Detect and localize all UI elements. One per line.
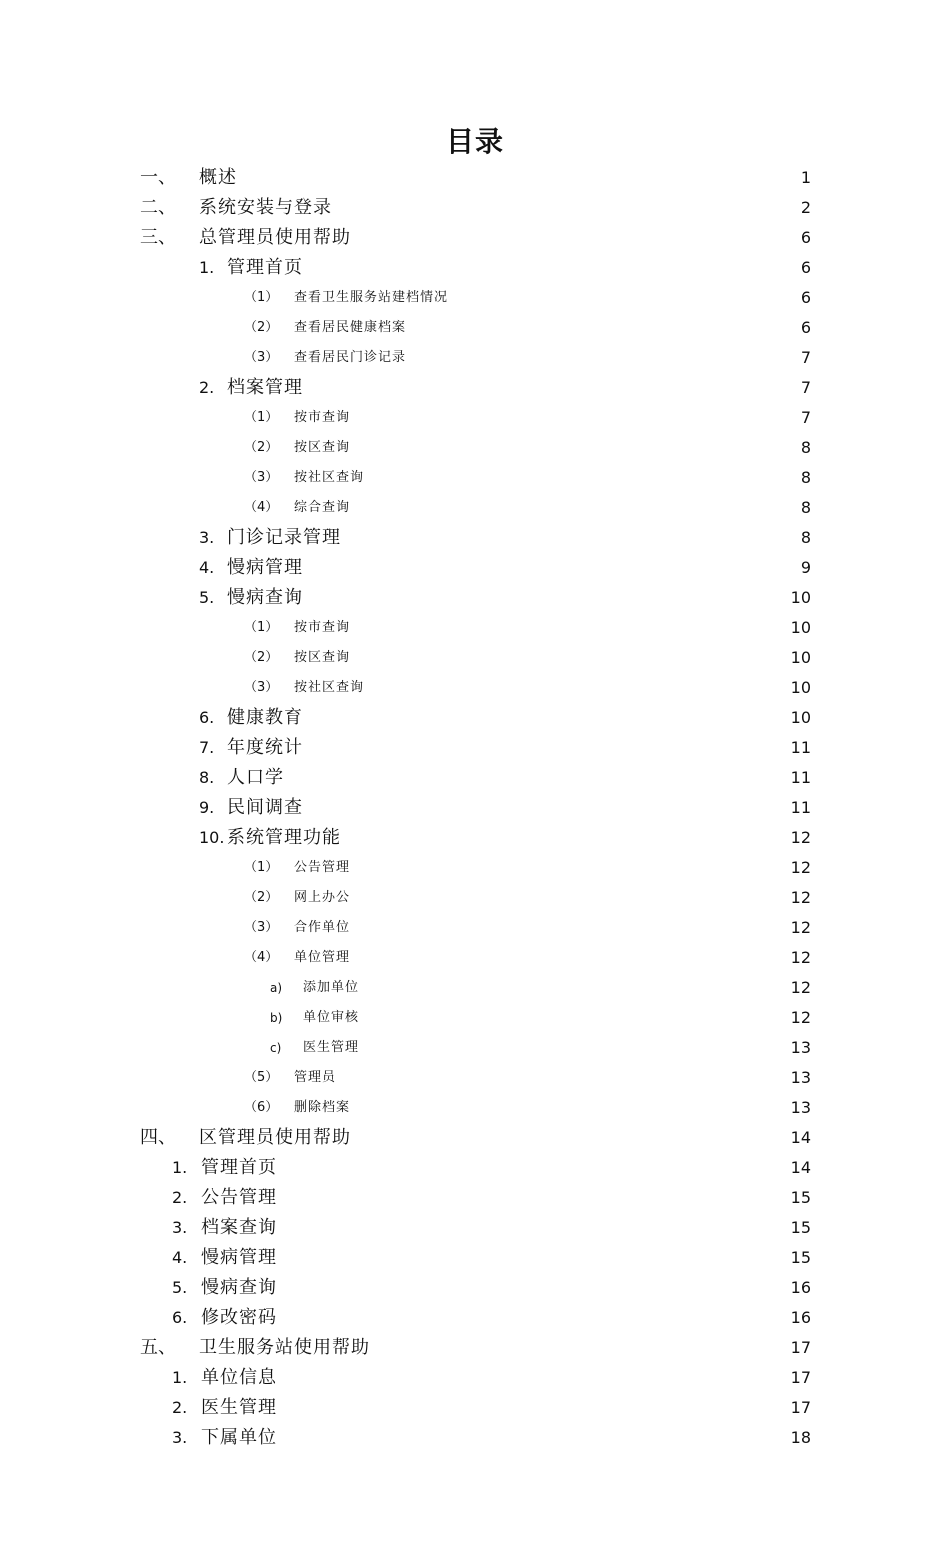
toc-entry-number: c) <box>270 1041 282 1055</box>
toc-entry-page-number: 12 <box>790 828 811 847</box>
toc-entry[interactable] <box>0 1273 950 1303</box>
toc-entry-number: 四、 <box>140 1127 176 1148</box>
toc-entry[interactable] <box>0 1333 950 1363</box>
toc-entry[interactable] <box>0 553 950 583</box>
toc-entry-label: 慢病查询 <box>227 587 303 608</box>
toc-entry-number: 8. <box>199 768 215 787</box>
toc-entry[interactable] <box>0 373 950 403</box>
toc-entry[interactable] <box>0 733 950 763</box>
toc-entry-label: 管理首页 <box>201 1157 277 1178</box>
toc-entry-page-number: 15 <box>790 1248 811 1267</box>
toc-entry-page-number: 13 <box>790 1098 811 1117</box>
toc-entry[interactable] <box>0 883 950 913</box>
toc-entry-label: 年度统计 <box>227 737 303 758</box>
toc-entry[interactable] <box>0 1183 950 1213</box>
toc-entry-number: 1. <box>199 258 215 277</box>
toc-entry-label: 管理首页 <box>227 257 303 278</box>
toc-entry-label: 网上办公 <box>294 890 351 905</box>
toc-entry[interactable] <box>0 523 950 553</box>
toc-entry-label: 单位信息 <box>201 1367 277 1388</box>
toc-entry-label: 按社区查询 <box>294 680 365 695</box>
toc-entry-number: 2. <box>172 1398 188 1417</box>
table-of-contents <box>0 163 950 1453</box>
toc-entry-page-number: 11 <box>790 768 811 787</box>
toc-entry-label: 门诊记录管理 <box>227 527 341 548</box>
toc-entry-number: （3） <box>244 920 279 935</box>
toc-entry-number: （6） <box>244 1100 279 1115</box>
toc-entry-number: 6. <box>199 708 215 727</box>
toc-entry[interactable] <box>0 1003 950 1033</box>
toc-entry-number: （3） <box>244 470 279 485</box>
toc-entry-number: 一、 <box>140 167 176 188</box>
toc-entry-label: 下属单位 <box>201 1427 277 1448</box>
toc-entry-number: （1） <box>244 620 279 635</box>
toc-entry-page-number: 6 <box>800 228 811 247</box>
toc-entry-page-number: 7 <box>800 378 811 397</box>
toc-entry-label: 民间调查 <box>227 797 303 818</box>
toc-entry-number: a) <box>270 981 283 995</box>
toc-entry[interactable] <box>0 163 950 193</box>
toc-entry[interactable] <box>0 493 950 523</box>
toc-entry-label: 公告管理 <box>201 1187 277 1208</box>
toc-entry-label: 查看卫生服务站建档情况 <box>294 290 449 305</box>
toc-entry-page-number: 8 <box>800 468 811 487</box>
toc-entry-label: 健康教育 <box>227 707 303 728</box>
toc-entry-label: 区管理员使用帮助 <box>199 1127 351 1148</box>
toc-entry-number: 三、 <box>140 227 176 248</box>
toc-entry-label: 系统管理功能 <box>227 827 341 848</box>
toc-entry-page-number: 8 <box>800 438 811 457</box>
toc-entry-label: 修改密码 <box>201 1307 277 1328</box>
toc-entry-page-number: 7 <box>800 408 811 427</box>
toc-entry-number: （1） <box>244 410 279 425</box>
toc-entry-number: （3） <box>244 350 279 365</box>
toc-entry[interactable] <box>0 1363 950 1393</box>
toc-entry-number: （4） <box>244 500 279 515</box>
toc-entry-label: 按市查询 <box>294 620 351 635</box>
toc-entry-number: 4. <box>172 1248 188 1267</box>
toc-entry[interactable] <box>0 463 950 493</box>
toc-entry[interactable] <box>0 1213 950 1243</box>
toc-entry[interactable] <box>0 313 950 343</box>
toc-entry[interactable] <box>0 1093 950 1123</box>
toc-entry-number: 7. <box>199 738 215 757</box>
toc-entry-number: 5. <box>172 1278 188 1297</box>
toc-entry-number: （3） <box>244 680 279 695</box>
toc-entry[interactable] <box>0 673 950 703</box>
toc-entry-label: 卫生服务站使用帮助 <box>199 1337 370 1358</box>
toc-entry-label: 添加单位 <box>303 980 360 995</box>
toc-entry-number: b) <box>270 1011 283 1025</box>
toc-entry[interactable] <box>0 1153 950 1183</box>
toc-entry-page-number: 8 <box>800 528 811 547</box>
toc-entry-label: 公告管理 <box>294 860 351 875</box>
toc-entry-label: 总管理员使用帮助 <box>199 227 351 248</box>
toc-entry-label: 概述 <box>199 167 237 188</box>
toc-entry[interactable] <box>0 433 950 463</box>
toc-entry[interactable] <box>0 943 950 973</box>
toc-entry-number: （1） <box>244 290 279 305</box>
toc-entry-number: （2） <box>244 440 279 455</box>
toc-entry-page-number: 9 <box>800 558 811 577</box>
toc-entry[interactable] <box>0 253 950 283</box>
toc-entry-page-number: 12 <box>790 888 811 907</box>
toc-entry-label: 查看居民健康档案 <box>294 320 407 335</box>
toc-entry-number: 2. <box>172 1188 188 1207</box>
toc-entry-page-number: 1 <box>800 168 811 187</box>
toc-entry-number: （1） <box>244 860 279 875</box>
toc-entry[interactable] <box>0 973 950 1003</box>
toc-entry[interactable] <box>0 223 950 253</box>
toc-entry-label: 慢病管理 <box>201 1247 277 1268</box>
toc-entry[interactable] <box>0 583 950 613</box>
toc-entry-page-number: 15 <box>790 1188 811 1207</box>
toc-entry-label: 人口学 <box>227 767 284 788</box>
toc-entry-label: 慢病查询 <box>201 1277 277 1298</box>
toc-entry-label: 合作单位 <box>294 920 351 935</box>
toc-entry-page-number: 17 <box>790 1398 811 1417</box>
toc-entry-number: 10. <box>199 828 225 847</box>
toc-entry-label: 档案查询 <box>201 1217 277 1238</box>
toc-entry-number: 6. <box>172 1308 188 1327</box>
toc-title: 目录 <box>445 125 504 158</box>
toc-entry-label: 单位管理 <box>294 950 351 965</box>
toc-entry-label: 综合查询 <box>294 500 351 515</box>
toc-entry[interactable] <box>0 1243 950 1273</box>
toc-entry-page-number: 15 <box>790 1218 811 1237</box>
toc-entry-number: （2） <box>244 650 279 665</box>
toc-entry-page-number: 13 <box>790 1038 811 1057</box>
toc-entry-number: 1. <box>172 1368 188 1387</box>
toc-entry-page-number: 12 <box>790 918 811 937</box>
toc-entry[interactable] <box>0 853 950 883</box>
toc-entry-number: （2） <box>244 890 279 905</box>
toc-entry-label: 按市查询 <box>294 410 351 425</box>
toc-entry[interactable] <box>0 703 950 733</box>
toc-entry-page-number: 10 <box>790 648 811 667</box>
toc-entry[interactable] <box>0 1033 950 1063</box>
toc-entry-page-number: 12 <box>790 978 811 997</box>
toc-entry[interactable] <box>0 193 950 223</box>
toc-entry[interactable] <box>0 1393 950 1423</box>
toc-entry-page-number: 12 <box>790 858 811 877</box>
toc-entry[interactable] <box>0 343 950 373</box>
toc-entry[interactable] <box>0 1423 950 1453</box>
toc-entry-page-number: 6 <box>800 258 811 277</box>
toc-entry-number: 二、 <box>140 197 176 218</box>
toc-entry-label: 单位审核 <box>303 1010 360 1025</box>
toc-entry[interactable] <box>0 643 950 673</box>
toc-entry-number: 9. <box>199 798 215 817</box>
toc-entry-number: 1. <box>172 1158 188 1177</box>
toc-entry-label: 按社区查询 <box>294 470 365 485</box>
toc-entry-page-number: 11 <box>790 798 811 817</box>
toc-entry[interactable] <box>0 613 950 643</box>
toc-entry-label: 删除档案 <box>294 1100 351 1115</box>
toc-entry-number: 3. <box>172 1428 188 1447</box>
toc-entry-page-number: 17 <box>790 1368 811 1387</box>
toc-entry-page-number: 14 <box>790 1128 811 1147</box>
toc-entry-number: （2） <box>244 320 279 335</box>
toc-entry-number: 五、 <box>140 1337 176 1358</box>
toc-entry-label: 管理员 <box>294 1070 337 1085</box>
toc-entry-page-number: 13 <box>790 1068 811 1087</box>
toc-entry-page-number: 8 <box>800 498 811 517</box>
toc-entry-number: 3. <box>172 1218 188 1237</box>
toc-entry[interactable] <box>0 1303 950 1333</box>
toc-entry-page-number: 12 <box>790 948 811 967</box>
toc-entry-number: 3. <box>199 528 215 547</box>
toc-entry-label: 查看居民门诊记录 <box>294 350 407 365</box>
toc-entry[interactable] <box>0 1123 950 1153</box>
toc-entry[interactable] <box>0 1063 950 1093</box>
toc-entry[interactable] <box>0 793 950 823</box>
toc-entry-page-number: 16 <box>790 1308 811 1327</box>
toc-entry-number: 4. <box>199 558 215 577</box>
toc-entry-label: 医生管理 <box>201 1397 277 1418</box>
toc-entry-page-number: 16 <box>790 1278 811 1297</box>
toc-entry-number: （5） <box>244 1070 279 1085</box>
toc-entry-page-number: 17 <box>790 1338 811 1357</box>
toc-entry-page-number: 6 <box>800 288 811 307</box>
toc-entry-page-number: 10 <box>790 618 811 637</box>
toc-entry[interactable] <box>0 403 950 433</box>
toc-entry-page-number: 2 <box>800 198 811 217</box>
toc-entry-page-number: 14 <box>790 1158 811 1177</box>
toc-entry[interactable] <box>0 913 950 943</box>
toc-entry-label: 医生管理 <box>303 1040 360 1055</box>
toc-entry-label: 按区查询 <box>294 650 351 665</box>
toc-entry-page-number: 12 <box>790 1008 811 1027</box>
toc-entry-label: 系统安装与登录 <box>199 197 332 218</box>
toc-entry[interactable] <box>0 823 950 853</box>
toc-entry-label: 慢病管理 <box>227 557 303 578</box>
toc-entry-page-number: 11 <box>790 738 811 757</box>
toc-entry-label: 按区查询 <box>294 440 351 455</box>
toc-entry[interactable] <box>0 283 950 313</box>
toc-entry-page-number: 10 <box>790 678 811 697</box>
toc-entry-page-number: 10 <box>790 708 811 727</box>
toc-entry[interactable] <box>0 763 950 793</box>
toc-entry-number: （4） <box>244 950 279 965</box>
toc-entry-number: 5. <box>199 588 215 607</box>
toc-entry-page-number: 7 <box>800 348 811 367</box>
toc-entry-page-number: 18 <box>790 1428 811 1447</box>
toc-entry-label: 档案管理 <box>227 377 303 398</box>
toc-entry-page-number: 10 <box>790 588 811 607</box>
toc-entry-number: 2. <box>199 378 215 397</box>
toc-entry-page-number: 6 <box>800 318 811 337</box>
